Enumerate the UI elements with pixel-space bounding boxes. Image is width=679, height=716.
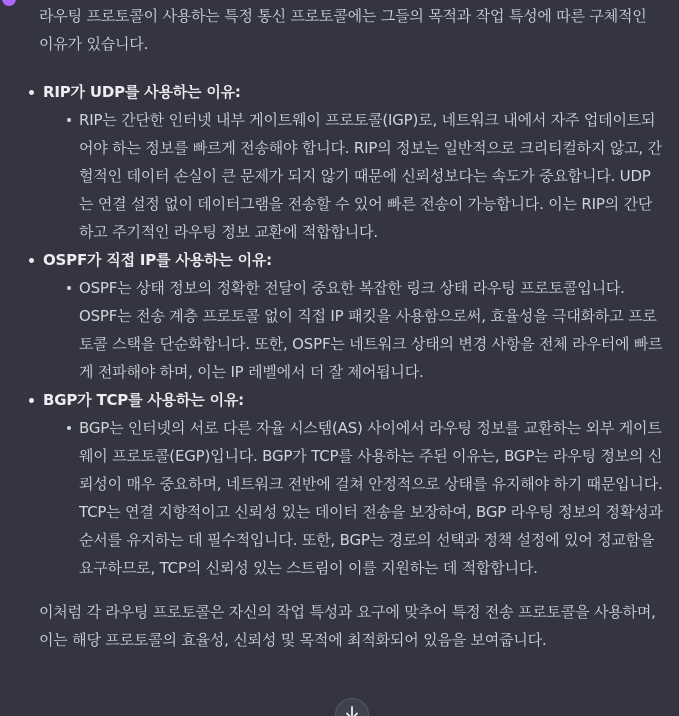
assistant-message — [39, 0, 663, 654]
section-title-ospf: OSPF가 직접 IP를 사용하는 이유: — [43, 251, 272, 269]
list-item-bgp — [29, 386, 663, 582]
section-title-rip: RIP가 UDP를 사용하는 이유: — [43, 83, 241, 101]
list-item-ospf — [29, 246, 663, 386]
detail-item-rip: RIP는 간단한 인터넷 내부 게이트웨이 프로토콜(IGP)로, 네트워크 내에서 자주 업데이트되어야 하는 정보를 빠르게 전송해야 합니다. RIP의 정보는 일반적으로 크리티컬하지 않고, 간헐적인 데이터 손실이 큰 문제가 되지 않기 때문에 신뢰성보다는 속도가 중요합니다. UDP는 연결 설정 없이 데이터그램을 전송할 수 있어 빠른 전송이 가능합니다. 이는 RIP의 간단하고 주기적인 라우팅 정보 교환에 적합합니다. — [67, 106, 663, 246]
scroll-to-bottom-button[interactable] — [335, 698, 369, 716]
arrow-down-icon — [344, 705, 360, 716]
message-outro: 이처럼 각 라우팅 프로토콜은 자신의 작업 특성과 요구에 맞추어 특정 전송 프로토콜을 사용하며, 이는 해당 프로토콜의 효율성, 신뢰성 및 목적에 최적화되어 있음을 보여줍니다. — [39, 603, 656, 649]
section-title-bgp: BGP가 TCP를 사용하는 이유: — [43, 391, 244, 409]
protocol-list — [29, 78, 663, 582]
detail-list-rip — [43, 106, 663, 246]
assistant-avatar — [2, 0, 16, 6]
message-intro: 라우팅 프로토콜이 사용하는 특정 통신 프로토콜에는 그들의 목적과 작업 특성에 따른 구체적인 이유가 있습니다. — [39, 7, 647, 53]
detail-list-ospf — [43, 274, 663, 386]
detail-item-bgp: BGP는 인터넷의 서로 다른 자율 시스템(AS) 사이에서 라우팅 정보를 교환하는 외부 게이트웨이 프로토콜(EGP)입니다. BGP가 TCP를 사용하는 주된 이유는, BGP는 라우팅 정보의 신뢰성이 매우 중요하며, 네트워크 전반에 걸쳐 안정적으로 상태를 유지해야 하기 때문입니다. TCP는 연결 지향적이고 신뢰성 있는 데이터 전송을 보장하여, BGP 라우팅 정보의 정확성과 순서를 유지하는 데 필수적입니다. 또한, BGP는 경로의 선택과 정책 설정에 있어 정교함을 요구하므로, TCP의 신뢰성 있는 스트림이 이를 지원하는 데 적합합니다. — [67, 414, 663, 582]
detail-list-bgp — [43, 414, 663, 582]
list-item-rip — [29, 78, 663, 246]
detail-item-ospf: OSPF는 상태 정보의 정확한 전달이 중요한 복잡한 링크 상태 라우팅 프로토콜입니다. OSPF는 전송 계층 프로토콜 없이 직접 IP 패킷을 사용함으로써, 효율성을 극대화하고 프로토콜 스택을 단순화합니다. 또한, OSPF는 네트워크 상태의 변경 사항을 전체 라우터에 빠르게 전파해야 하며, 이는 IP 레벨에서 더 잘 제어됩니다. — [67, 274, 663, 386]
